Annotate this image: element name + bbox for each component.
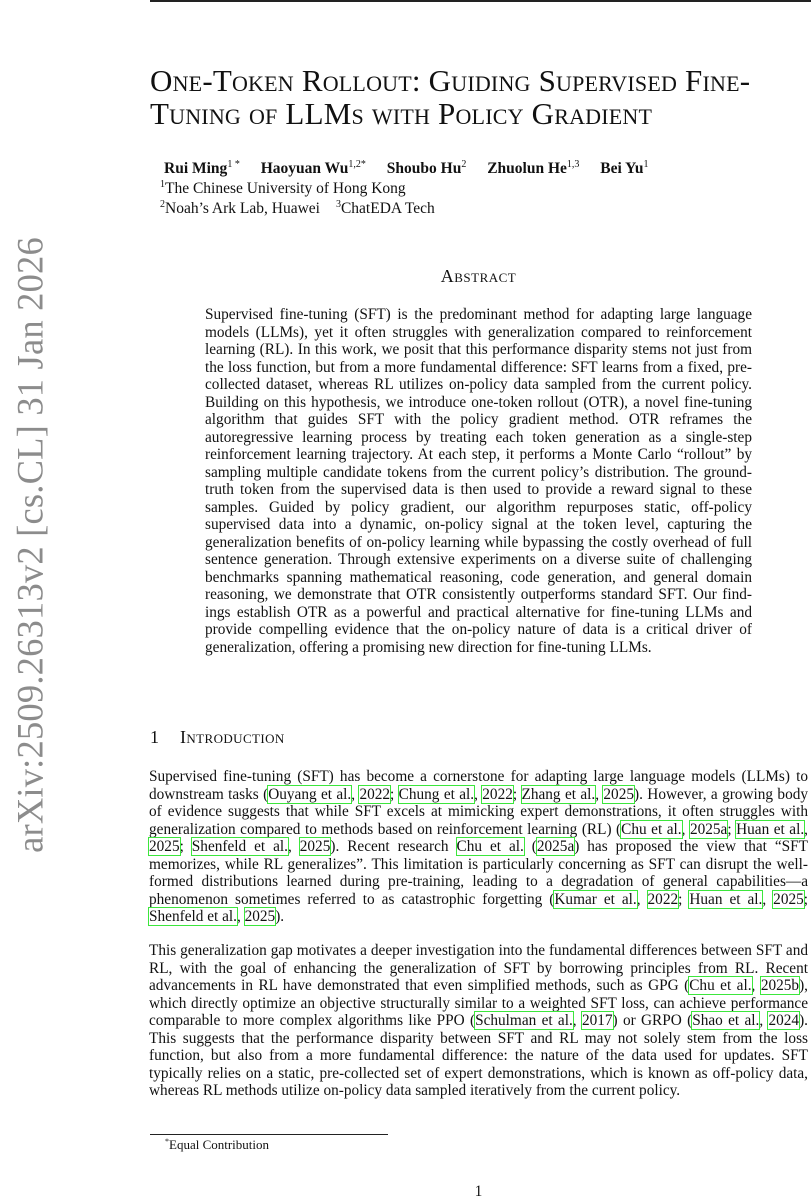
author-list [164, 159, 666, 178]
author: Rui Ming$^{1 *}$ [164, 159, 240, 177]
author: Bei Yu$^1$ [600, 159, 649, 177]
paper-title [150, 64, 811, 130]
citation-year-link[interactable]: 2017 [581, 1012, 613, 1030]
top-rule [150, 0, 811, 2]
citation-year-link[interactable]: 2025a [689, 820, 728, 838]
citation-link[interactable]: Shenfeld et al. [149, 908, 237, 926]
citation-year-link[interactable]: 2025 [149, 838, 180, 856]
citation-link[interactable]: Huan et al. [689, 890, 763, 908]
section-number: 1 [150, 727, 159, 747]
citation-year-link[interactable]: 2025 [603, 785, 634, 803]
citation-year-link[interactable]: 2024 [768, 1012, 800, 1030]
arxiv-identifier-stamp [2, 0, 58, 1200]
footnote-divider [150, 1134, 388, 1135]
citation-link[interactable]: Kumar et al. [554, 890, 637, 908]
citation-year-link[interactable]: 2025 [244, 908, 276, 926]
author: Haoyuan $Wu^{1,2*}$ [260, 159, 366, 177]
footnote-text: Equal Contribution [169, 1137, 270, 1152]
footnote [165, 1137, 269, 1153]
citation-year-link[interactable]: 2022 [647, 890, 679, 908]
affiliation-line-1: $^1$The Chinese University of Hong Kong [160, 179, 406, 197]
intro-paragraph-2: This generalization gap motivates a deeper investigation into the fundamental differences between SFT and RL, with the goal of enhancing the generalization of SFT by borrowing principles from RL. Recent advancements in RL have demonstrated that even simplified methods, such as GPG (Chu et al., 2025b), which directly optimize an objective structurally similar to a weighted SFT loss, can achieve performance comparable to more complex algorithms like PPO (Schulman et al., 2017) or GRPO (Shao et al., 2024). This suggests that the performance disparity between SFT and RL may not solely stem from the loss function, but also from a more fundamental difference: the nature of the data used for updates. SFT typically relies on a static, pre-collected set of expert demonstrations, which is known as off-policy data, whereas RL methods utilize on-policy data sampled iteratively from the current policy. [149, 942, 808, 1100]
abstract-heading: Abstract [440, 266, 517, 286]
citation-link[interactable]: Shenfeld et al. [191, 838, 288, 856]
section-title: Introduction [180, 727, 285, 747]
page-number: 1 [474, 1183, 483, 1200]
citation-link[interactable]: Chu et al. [621, 820, 682, 838]
citation-year-link[interactable]: 2022 [482, 785, 513, 803]
citation-link[interactable]: Chu et al. [456, 838, 524, 856]
citation-year-link[interactable]: 2025b [760, 977, 800, 995]
citation-link[interactable]: Ouyang et al. [268, 785, 352, 803]
citation-year-link[interactable]: 2025 [773, 890, 804, 908]
citation-year-link[interactable]: 2022 [359, 785, 391, 803]
title-line-2: Tuning of LLMs with Policy Gradient [150, 96, 653, 131]
citation-link[interactable]: Huan et al. [736, 820, 805, 838]
arxiv-identifier-text: arXiv:2509.26313v2 [cs.CL] 31 Jan 2026 [9, 237, 51, 853]
citation-link[interactable]: Chu et al. [689, 977, 752, 995]
title-line-1: One-Token Rollout: Guiding Supervised Fine- [150, 63, 751, 98]
author: Shoubo Hu$^2$ [386, 159, 467, 177]
footnote-mark: * [165, 1137, 169, 1146]
citation-link[interactable]: Shao et al. [692, 1012, 760, 1030]
citation-link[interactable]: Chung et al. [398, 785, 475, 803]
affiliation: ChatEDA Tech [340, 200, 435, 217]
abstract-text: Supervised fine-tuning (SFT) is the predominant method for adapting large language models (LLMs), yet it often struggles with generalization compared to reinforcement learning (RL). In this work, we posit that this performance disparity stems not just from the loss function, but from a more fundamental difference: SFT learns from a fixed, pre-collected dataset, whereas RL utilizes on-policy data sampled from the current policy. Building on this hypothesis, we introduce one-token rollout (OTR), a novel fine-tuning algorithm that guides SFT with the policy gradient method. OTR reframes the autoregressive learning process by treating each token generation as a single-step reinforcement learning trajectory. At each step, it performs a Monte Carlo “rollout” by sampling multiple candidate tokens from the current policy’s distribution. The ground-truth token from the supervised data is then used to provide a reward signal to these samples. Guided by policy gradient, our algorithm repurposes static, off-policy supervised data into a dynamic, on-policy signal at the token level, capturing the generalization benefits of on-policy learning while bypassing the costly overhead of full sentence generation. Through extensive experiments on a diverse suite of challenging benchmarks spanning mathematical reasoning, code generation, and general domain reasoning, we demonstrate that OTR consistently outperforms standard SFT. Our findings establish OTR as a powerful and practical alternative for fine-tuning LLMs and provide compelling evidence that the on-policy nature of data is a critical driver of generalization, offering a promising new direction for fine-tuning LLMs. [205, 306, 752, 656]
affiliation: Noah’s Ark Lab, Huawei [165, 200, 320, 217]
citation-year-link[interactable]: 2025a [536, 838, 575, 856]
affiliation-line-2: $^2$Noah’s Ark Lab, Huawei $^3$ChatEDA Tech [160, 199, 435, 217]
citation-link[interactable]: Schulman et al. [475, 1012, 573, 1030]
citation-link[interactable]: Zhang et al. [521, 785, 596, 803]
author: Zhuolun He$^{1,3}$ [487, 159, 580, 177]
affiliation: The Chinese University of Hong Kong [165, 180, 406, 197]
section-heading-introduction [150, 727, 285, 748]
intro-paragraph-1: Supervised fine-tuning (SFT) has become a cornerstone for adapting large language models (LLMs) to downstream tasks (Ouyang et al., 2022; Chung et al., 2022; Zhang et al., 2025). However, a growing body of evidence suggests that while SFT excels at mimicking expert demonstrations, it often struggles with generalization compared to methods based on reinforcement learning (RL) (Chu et al., 2025a; Huan et al., 2025; Shenfeld et al., 2025). Recent research Chu et al. (2025a) has proposed the view that “SFT memorizes, while RL generalizes”. This limitation is particularly concerning as SFT can disrupt the well-formed distributions learned during pre-training, leading to a degradation of general capabilities—a phenomenon sometimes referred to as catastrophic forgetting (Kumar et al., 2022; Huan et al., 2025; Shenfeld et al., 2025). [149, 768, 809, 926]
citation-year-link[interactable]: 2025 [299, 838, 331, 856]
